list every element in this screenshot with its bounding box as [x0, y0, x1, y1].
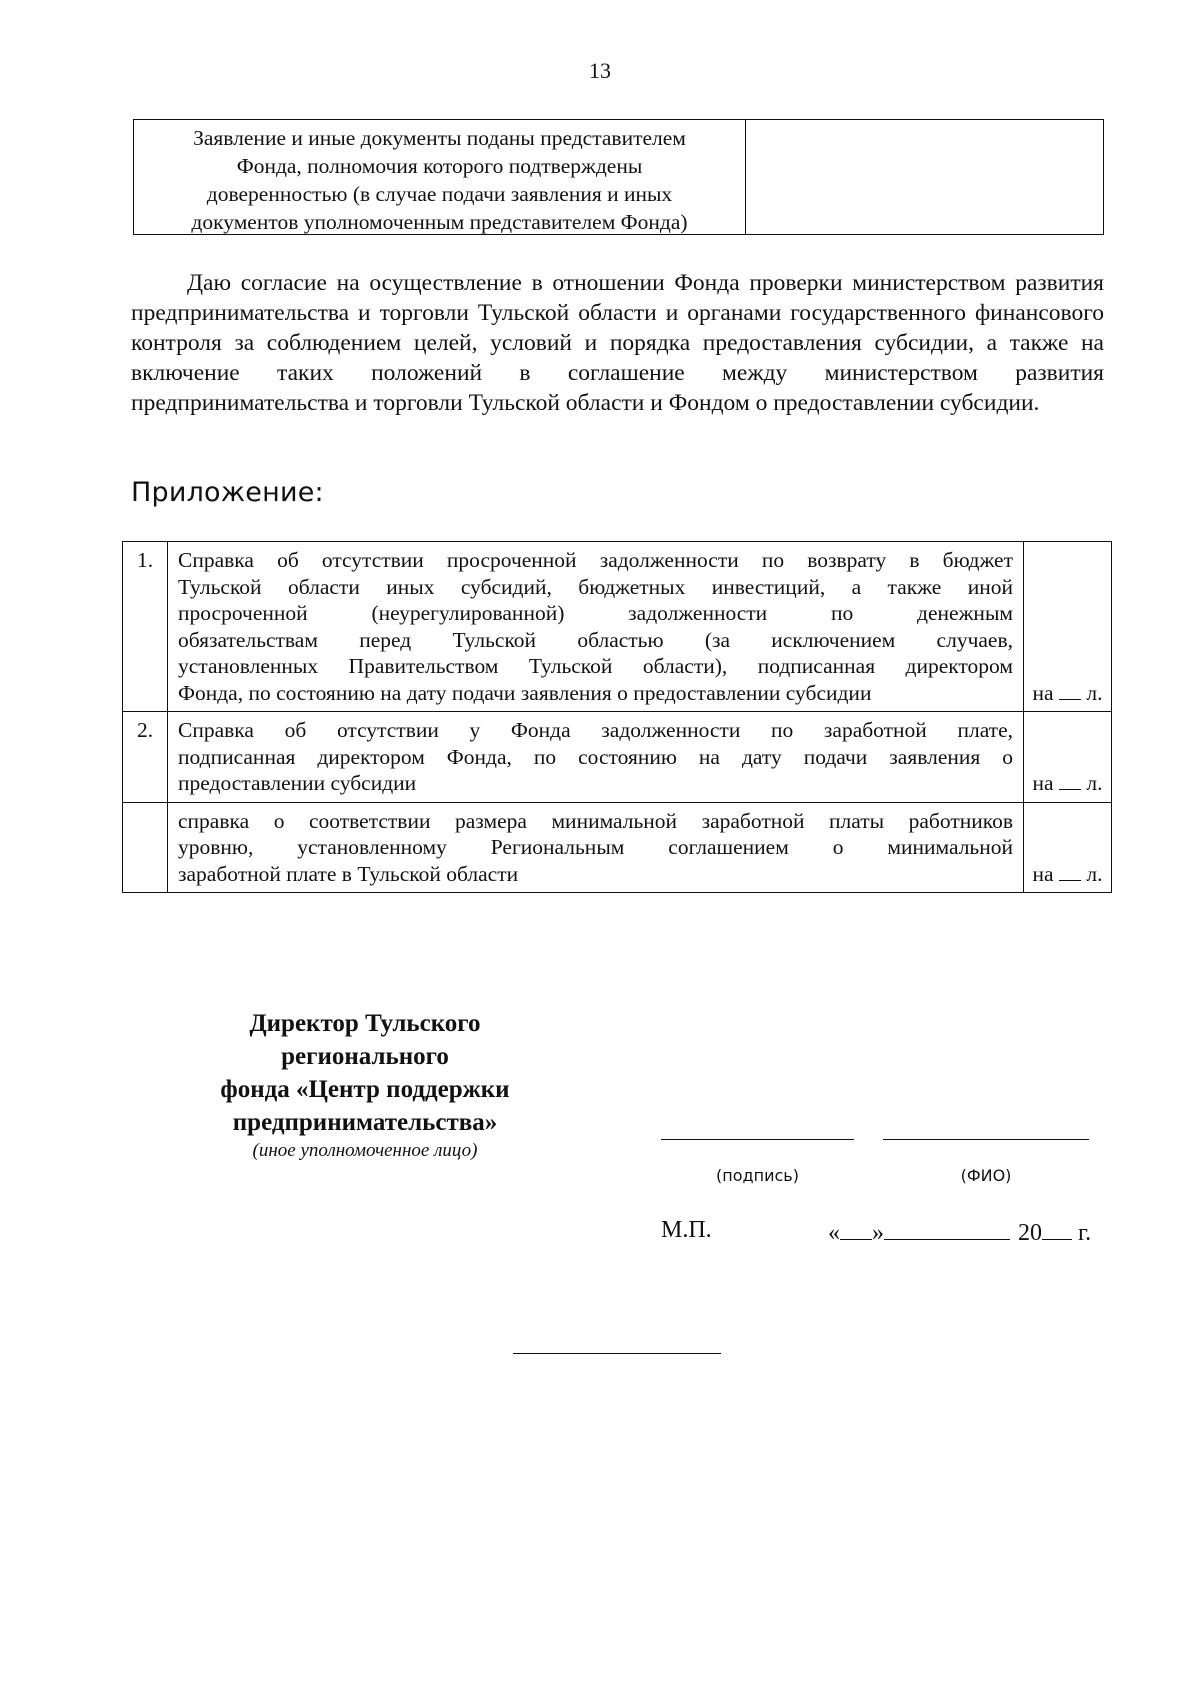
row-line: обязательствам перед Тульской областью (за исключением случаев,	[178, 627, 1013, 652]
pages-prefix: на	[1032, 680, 1054, 705]
pages-prefix: на	[1032, 771, 1054, 795]
row-line: Справка об отсутствии у Фонда задолженности по заработной плате,	[178, 718, 1013, 742]
row-number	[123, 802, 168, 893]
row-line: справка о соответствии размера минимальной заработной платы работников	[178, 808, 1013, 833]
row-line: просроченной (неурегулированной) задолженности по денежным	[178, 601, 1013, 625]
appendix-title: Приложение:	[131, 477, 324, 508]
statement-line: Фонда, полномочия которого подтверждены	[236, 154, 643, 178]
row-page-count	[1024, 542, 1112, 712]
page-count-blank[interactable]	[1059, 771, 1081, 790]
row-description	[168, 542, 1024, 712]
statement-line: доверенностью (в случае подачи заявления и иных	[206, 182, 673, 206]
director-title-line: предпринимательства»	[232, 1109, 498, 1136]
row-line: уровню, установленному Региональным соглашением о минимальной	[178, 835, 1013, 859]
row-line: Фонда, по состоянию на дату подачи заявления о предоставлении субсидии	[178, 680, 872, 705]
pages-suffix: л.	[1086, 771, 1103, 795]
day-blank[interactable]	[840, 1217, 872, 1240]
signature-line[interactable]	[661, 1139, 854, 1140]
year-suffix: г.	[1078, 1220, 1092, 1246]
page-count-blank[interactable]	[1059, 862, 1081, 881]
row-number: 1.	[123, 542, 168, 712]
page-number: 13	[589, 58, 611, 83]
applicant-representative-table	[133, 119, 1104, 235]
director-title-line: регионального	[281, 1043, 449, 1070]
row-line: предоставлении субсидии	[178, 771, 417, 795]
date-open-quote: «	[828, 1220, 840, 1246]
row-number: 2.	[123, 712, 168, 803]
director-title-line: Директор Тульского	[249, 1010, 481, 1037]
appendix-row	[123, 802, 1112, 893]
row-line: подписанная директором Фонда, по состоянию на дату подачи заявления о	[178, 744, 1013, 769]
authorized-person-note: (иное уполномоченное лицо)	[252, 1140, 478, 1161]
date-field	[828, 1217, 1091, 1247]
consent-paragraph: Даю согласие на осуществление в отношении Фонда проверки министерством развития предпринимательства и торговли Тульской области и органами государственного финансового контроля за соблюдением целей, условий и порядка предоставления субсидии, а также на включение таких положений в соглашение между министерством развития предпринимательства и торговли Тульской области и Фондом о предоставлении субсидии.	[131, 270, 1104, 416]
pages-suffix: л.	[1086, 680, 1103, 705]
year-prefix: 20	[1018, 1220, 1042, 1246]
full-name-caption: (ФИО)	[960, 1166, 1012, 1185]
month-blank[interactable]	[884, 1217, 1010, 1240]
row-line: Справка об отсутствии просроченной задолженности по возврату в бюджет	[178, 548, 1013, 572]
pages-prefix: на	[1032, 861, 1054, 886]
page-count-blank[interactable]	[1059, 681, 1081, 700]
row-line: Тульской области иных субсидий, бюджетных инвестиций, а также иной	[178, 574, 1013, 599]
row-line: заработной плате в Тульской области	[178, 861, 519, 886]
appendix-row	[123, 712, 1112, 803]
row-page-count	[1024, 712, 1112, 803]
statement-line: Заявление и иные документы поданы представителем	[193, 126, 686, 150]
statement-line: документов уполномоченным представителем Фонда)	[191, 210, 688, 234]
representative-mark-cell	[746, 120, 1103, 234]
representative-statement-cell	[134, 120, 746, 234]
end-of-document-rule	[513, 1353, 721, 1354]
row-line: установленных Правительством Тульской области), подписанная директором	[178, 654, 1013, 678]
full-name-line[interactable]	[883, 1139, 1089, 1140]
appendix-row	[123, 542, 1112, 712]
row-description	[168, 712, 1024, 803]
row-page-count	[1024, 802, 1112, 893]
stamp-label: М.П.	[661, 1217, 712, 1243]
row-description	[168, 802, 1024, 893]
signature-caption: (подпись)	[716, 1166, 799, 1185]
director-block	[200, 1007, 530, 1163]
year-blank[interactable]	[1042, 1217, 1072, 1240]
date-close-quote: »	[872, 1220, 884, 1246]
pages-suffix: л.	[1086, 861, 1103, 886]
appendix-table	[122, 541, 1112, 893]
director-title-line: фонда «Центр поддержки	[220, 1076, 510, 1103]
